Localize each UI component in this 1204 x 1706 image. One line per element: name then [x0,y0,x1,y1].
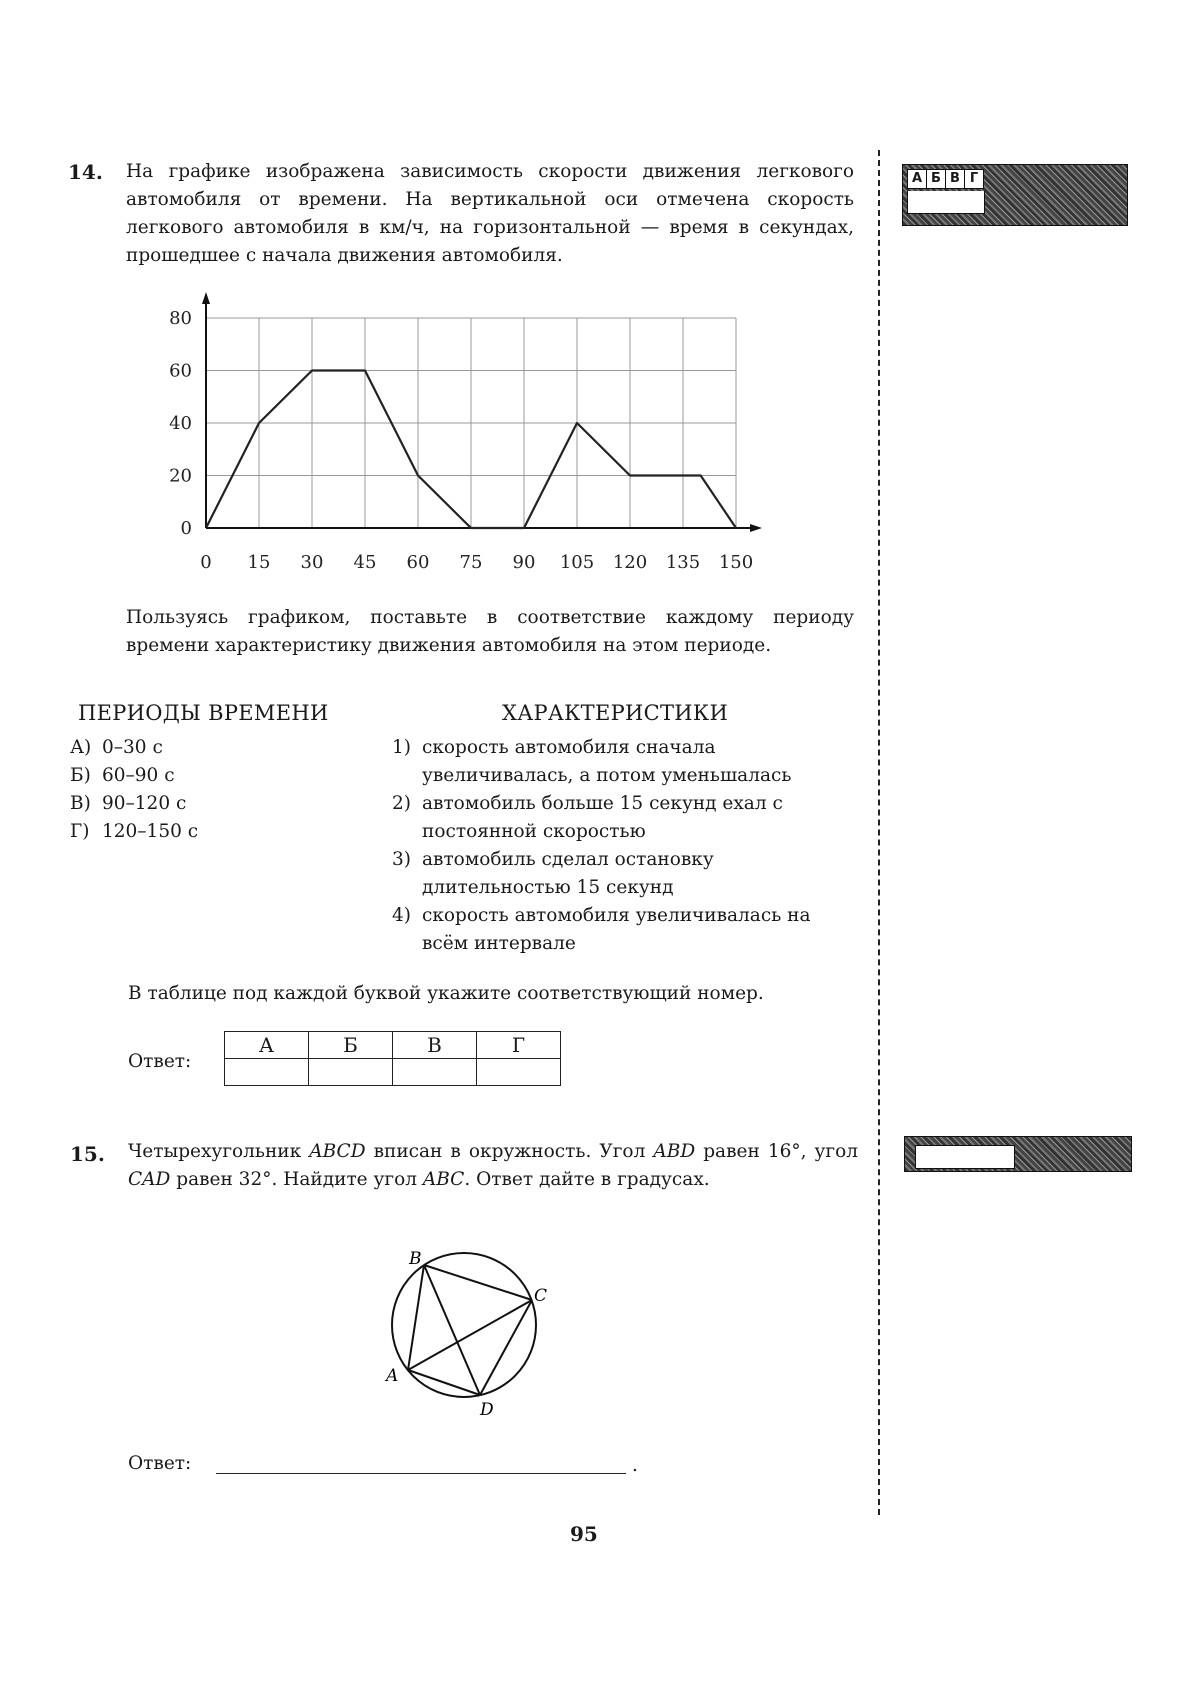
margin-dashed-line [878,150,880,1515]
circle [392,1253,536,1397]
chart-grid [206,318,736,528]
speed-time-chart [150,290,770,580]
answer-field-15-margin[interactable] [915,1145,1015,1169]
question-15-number: 15. [70,1142,105,1166]
diagonal-bd [424,1265,480,1395]
question-14-instruction: Пользуясь графиком, поставьте в соответствие каждому периоду времени характеристику движения автомобиля на этом периоде. [126,607,854,656]
period-item-g [70,818,370,846]
y-tick-label: 40 [169,413,192,434]
periods-header: ПЕРИОДЫ ВРЕМЕНИ [78,701,329,725]
answer-label-15: Ответ: [128,1453,192,1474]
characteristic-item-4 [392,902,854,958]
answer-cell-g[interactable] [477,1059,561,1086]
answer-table-header: А [225,1032,309,1059]
x-tick-label: 105 [559,552,595,573]
question-14-text: На графике изображена зависимость скорости движения легкового автомобиля от времени. На вертикальной оси отмечена скорость легкового автомобиля в км/ч, на горизонтальной — время в секундах, прошедшее с начала движения автомобиля. [126,161,854,266]
side-letter: Б [927,170,946,188]
side-da [408,1370,480,1395]
answer-cell-v[interactable] [393,1059,477,1086]
chart-axes [202,292,762,532]
characteristic-item-3 [392,846,854,902]
characteristic-text: автомобиль больше 15 секунд ехал с постоянной скоростью [422,793,783,842]
answer-cell-b[interactable] [309,1059,393,1086]
page-number: 95 [570,1522,598,1546]
x-tick-label: 0 [200,552,212,573]
characteristic-number: 3) [392,849,411,870]
x-axis-arrow [750,524,762,532]
x-tick-labels [200,552,753,573]
characteristic-number: 4) [392,905,411,926]
question-14-number: 14. [68,160,103,184]
period-text: 0–30 с [102,737,163,758]
abvg-answer-cells[interactable] [907,191,985,214]
period-text: 90–120 с [102,793,187,814]
answer-table-14 [224,1031,561,1086]
answer-line-15[interactable] [216,1473,626,1474]
x-tick-label: 15 [247,552,271,573]
x-tick-label: 135 [665,552,701,573]
point-label-d: D [480,1400,494,1420]
answer-cell-a[interactable] [225,1059,309,1086]
side-bc [424,1265,532,1300]
side-letter: В [946,170,965,188]
y-tick-label: 80 [169,308,192,329]
answer-table-header: Б [309,1032,393,1059]
characteristic-text: автомобиль сделал остановку длительностью 15 секунд [422,849,714,898]
y-axis-arrow [202,292,210,304]
characteristics-header: ХАРАКТЕРИСТИКИ [502,701,729,725]
period-text: 120–150 с [102,821,199,842]
characteristic-text: скорость автомобиля увеличивалась на всём интервале [422,905,811,954]
period-label: Г) [70,821,90,842]
period-label: В) [70,793,91,814]
y-tick-labels [169,308,192,539]
side-ab [408,1265,424,1370]
answer-table-header: Г [477,1032,561,1059]
x-tick-label: 120 [612,552,648,573]
answer-box-15-margin [904,1136,1132,1172]
characteristic-item-2 [392,790,854,846]
side-letter: Г [969,171,979,186]
period-label: Б) [70,765,91,786]
answer-dot: . [632,1455,638,1476]
inscribed-quadrilateral-figure [380,1245,560,1420]
period-item-a [70,734,370,762]
characteristic-item-1 [392,734,854,790]
point-label-c: C [534,1286,548,1306]
characteristic-number: 1) [392,737,411,758]
y-tick-label: 60 [169,360,192,382]
period-item-b [70,762,370,790]
x-tick-label: 45 [353,552,377,573]
x-tick-label: 30 [300,552,324,573]
table-instruction: В таблице под каждой буквой укажите соответствующий номер. [128,983,764,1004]
answer-box-14-margin [902,164,1128,226]
period-label: А) [70,737,92,758]
characteristics-list [392,734,854,958]
point-label-a: A [386,1366,399,1386]
period-text: 60–90 с [102,765,175,786]
answer-table-header: В [393,1032,477,1059]
point-label-b: B [409,1249,422,1269]
question-15-text: Четырехугольник ABCD вписан в окружность. Угол ABD равен 16°, угол CAD равен 32°. Найдите угол ABC. Ответ дайте в градусах. [128,1141,858,1190]
side-letter: А [908,170,927,188]
x-tick-label: 90 [512,552,536,573]
y-tick-label: 20 [169,465,192,487]
periods-list [70,734,370,846]
x-tick-label: 60 [406,552,430,573]
answer-label-14: Ответ: [128,1051,192,1072]
x-tick-label: 75 [459,552,483,573]
x-tick-label: 150 [718,552,754,573]
period-item-v [70,790,370,818]
y-tick-label: 0 [180,518,192,539]
characteristic-number: 2) [392,793,411,814]
abvg-letter-strip [907,169,984,189]
characteristic-text: скорость автомобиля сначала увеличивалась, а потом уменьшалась [422,737,792,786]
